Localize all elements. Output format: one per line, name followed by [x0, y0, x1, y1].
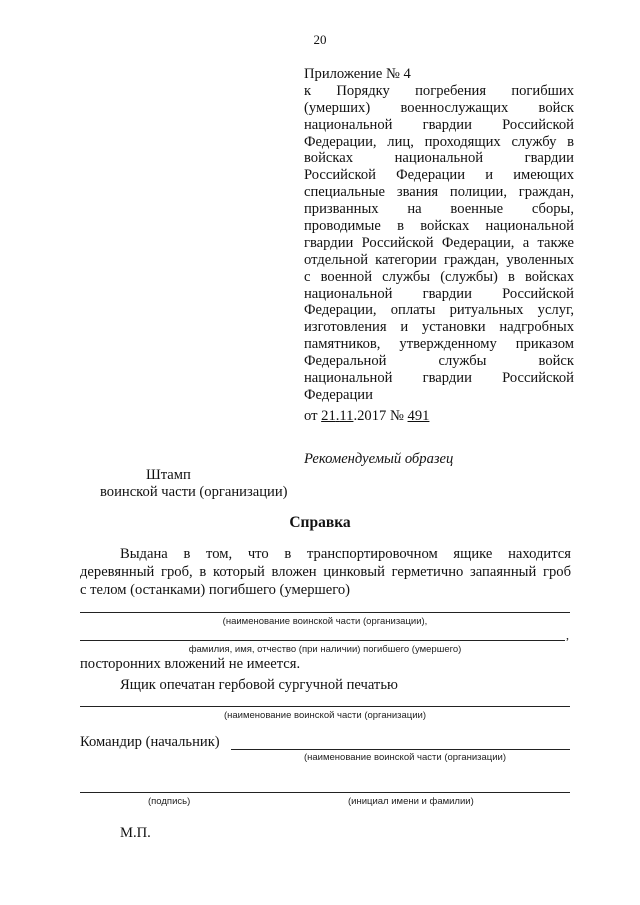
date-year: .2017 №: [353, 407, 404, 424]
appendix-line: к Порядку погребения погибших: [304, 82, 574, 99]
commander-label: Командир (начальник): [80, 734, 220, 750]
date-day: 21: [321, 407, 336, 424]
stamp-unit-label: воинской части (организации): [100, 484, 288, 500]
seal-place-label: М.П.: [120, 825, 151, 841]
appendix-line: изготовления и установки надгробных: [304, 319, 574, 336]
body-line: деревянный гроб, в который вложен цинковый герметично запаянный гроб: [80, 564, 571, 580]
appendix-line: проводимые в войсках национальной: [304, 218, 574, 235]
appendix-line: Федерации, лиц, проходящих службу в: [304, 133, 574, 150]
stamp-label: Штамп: [146, 467, 191, 483]
appendix-line: Российской Федерации и имеющих: [304, 167, 574, 184]
certificate-title: Справка: [289, 514, 351, 531]
appendix-line: Федерации, оплаты ритуальных услуг,: [304, 302, 574, 319]
page-number: 20: [313, 32, 327, 47]
certificate-body: [80, 545, 571, 599]
unit-name-line-1[interactable]: [80, 612, 570, 613]
appendix-line: национальной гвардии Российской: [304, 370, 574, 387]
appendix-line: национальной гвардии Российской: [304, 285, 574, 302]
date-dot: .: [335, 407, 340, 424]
commander-line[interactable]: [231, 749, 570, 750]
signature-caption: (подпись): [148, 796, 191, 807]
appendix-line: специальные звания полиции, граждан,: [304, 184, 574, 201]
appendix-line: призванных на военные сборы,: [304, 201, 574, 218]
appendix-block: [304, 66, 574, 425]
unit-name-caption-1: (наименование воинской части (организации),: [222, 616, 428, 627]
appendix-line: Федерации: [304, 386, 373, 403]
appendix-line: Приложение № 4: [304, 66, 411, 82]
comma-mark: ,: [566, 628, 569, 642]
appendix-date-row: [304, 408, 574, 425]
unit-name-line-2[interactable]: [80, 706, 570, 707]
full-name-caption: фамилия, имя, отчество (при наличии) погибшего (умершего): [188, 644, 462, 655]
appendix-line: национальной гвардии Российской: [304, 116, 574, 133]
appendix-line: (умерших) военнослужащих войск: [304, 99, 574, 116]
body-line: Выдана в том, что в транспортировочном ящике находится: [120, 546, 571, 562]
doc-number: 491: [407, 407, 430, 424]
body-line: с телом (останками) погибшего (умершего): [80, 582, 350, 598]
unit-name-caption-3: (наименование воинской части (организации): [303, 752, 507, 763]
date-prefix: от: [304, 407, 318, 424]
appendix-line: войсках национальной гвардии: [304, 150, 574, 167]
recommended-sample-label: Рекомендуемый образец: [304, 451, 454, 467]
unit-name-caption-2: (наименование воинской части (организации): [223, 710, 427, 721]
date-month: 11: [339, 407, 354, 424]
initials-caption: (инициал имени и фамилии): [348, 796, 474, 807]
appendix-line: Федеральной службы войск: [304, 353, 574, 370]
signature-line[interactable]: [80, 792, 570, 793]
appendix-line: гвардии Российской Федерации, а также: [304, 234, 574, 251]
no-foreign-items-text: посторонних вложений не имеется.: [80, 656, 301, 672]
full-name-line[interactable]: [80, 640, 565, 641]
sealed-text: Ящик опечатан гербовой сургучной печатью: [120, 677, 398, 693]
appendix-line: отдельной категории граждан, уволенных: [304, 251, 574, 268]
appendix-line: памятников, утвержденному приказом: [304, 336, 574, 353]
appendix-line: с военной службы (службы) в войсках: [304, 268, 574, 285]
